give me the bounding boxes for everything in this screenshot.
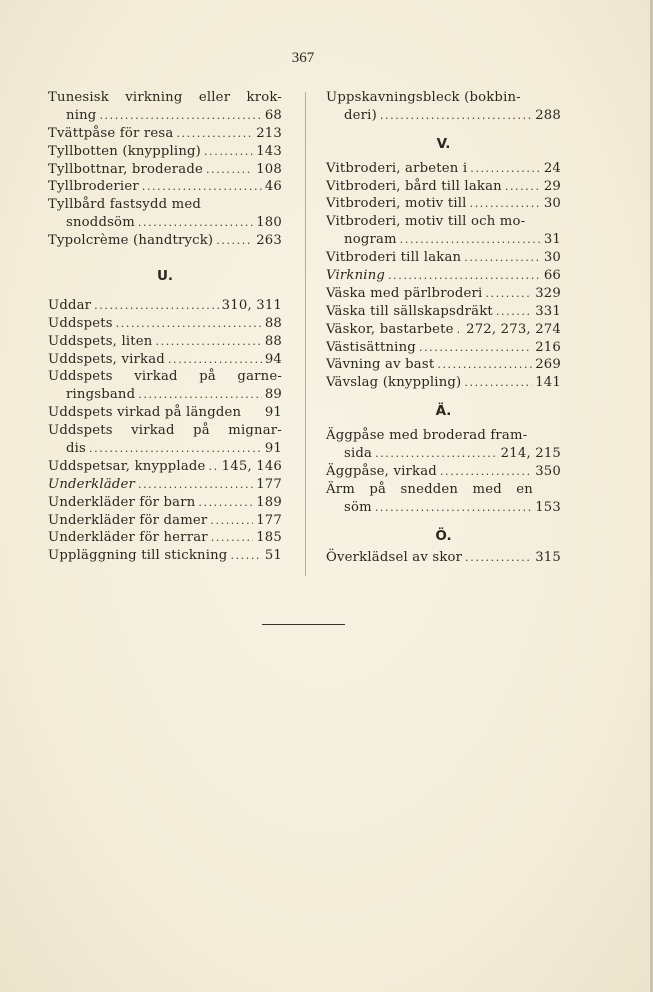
index-entry-line: Uddspets virkad på mignar- bbox=[48, 423, 282, 439]
leader-dots bbox=[138, 476, 253, 494]
entry-term: Västisättning bbox=[326, 339, 416, 355]
entry-term: Vitbroderi till lakan bbox=[326, 250, 462, 266]
entry-page: 272, 273, 274 bbox=[466, 321, 561, 337]
entry-page: 145, 146 bbox=[221, 458, 282, 474]
leader-dots bbox=[142, 178, 262, 196]
index-entry bbox=[48, 386, 282, 404]
entry-page: 94 bbox=[264, 351, 282, 367]
entry-page: 143 bbox=[256, 143, 282, 159]
index-entry bbox=[48, 125, 282, 143]
entry-page: 177 bbox=[256, 512, 282, 528]
leader-dots bbox=[168, 351, 262, 369]
leader-dots bbox=[204, 143, 253, 161]
section-heading-ae: Ä. bbox=[435, 403, 452, 420]
index-entry bbox=[326, 356, 561, 374]
entry-page: 189 bbox=[256, 494, 282, 510]
entry-term: dis bbox=[66, 441, 87, 457]
leader-dots bbox=[230, 547, 261, 565]
entry-term: ringsband bbox=[66, 387, 136, 403]
entry-term: Väska till sällskapsdräkt bbox=[326, 303, 493, 319]
entry-term: snoddsöm bbox=[66, 215, 135, 231]
entry-page: 88 bbox=[264, 333, 282, 349]
entry-term: Äggpåse, virkad bbox=[326, 463, 437, 479]
entry-term: Vitbroderi, arbeten i bbox=[326, 160, 468, 176]
entry-page: 30 bbox=[543, 196, 561, 212]
index-entry bbox=[326, 445, 561, 463]
entry-page: 31 bbox=[543, 232, 561, 248]
entry-page: 315 bbox=[535, 550, 561, 566]
entry-page: 180 bbox=[256, 215, 282, 231]
leader-dots bbox=[176, 125, 253, 143]
leader-dots bbox=[156, 333, 262, 351]
entry-page: 91 bbox=[264, 441, 282, 457]
entry-term: Typolcrème (handtryck) bbox=[48, 233, 214, 249]
index-entry bbox=[326, 321, 561, 339]
entry-term: Vävslag (knyppling) bbox=[326, 375, 462, 391]
section-heading-oe: Ö. bbox=[435, 527, 452, 544]
end-rule bbox=[262, 624, 345, 625]
leader-dots bbox=[206, 161, 253, 179]
index-entry bbox=[48, 494, 282, 512]
index-entry bbox=[48, 107, 282, 125]
leader-dots bbox=[99, 107, 261, 125]
leader-dots bbox=[470, 160, 541, 178]
leader-dots bbox=[440, 463, 532, 481]
index-entry bbox=[48, 178, 282, 196]
entry-page: 30 bbox=[543, 250, 561, 266]
column-divider bbox=[305, 92, 306, 576]
leader-dots bbox=[209, 458, 219, 476]
index-entry bbox=[48, 214, 282, 232]
index-entry bbox=[48, 529, 282, 547]
index-entry bbox=[48, 404, 282, 422]
entry-page: 177 bbox=[256, 476, 282, 492]
entry-term: Uddspetsar, knypplade bbox=[48, 458, 206, 474]
entry-page: 269 bbox=[535, 357, 561, 373]
entry-page: 331 bbox=[535, 303, 561, 319]
index-entry bbox=[326, 195, 561, 213]
entry-term: Vitbroderi, bård till lakan bbox=[326, 178, 502, 194]
page-number: 367 bbox=[291, 50, 315, 66]
entry-term: Väskor, bastarbete bbox=[326, 321, 454, 337]
entry-page: 29 bbox=[543, 178, 561, 194]
entry-page: 153 bbox=[535, 499, 561, 515]
index-entry bbox=[48, 315, 282, 333]
entry-page: 329 bbox=[535, 285, 561, 301]
index-entry bbox=[326, 374, 561, 392]
leader-dots bbox=[388, 267, 541, 285]
entry-page: 350 bbox=[535, 463, 561, 479]
index-entry-line: Uppskavningsbleck (bokbin- bbox=[326, 90, 521, 105]
entry-page: 68 bbox=[264, 107, 282, 123]
index-entry bbox=[48, 547, 282, 565]
entry-page: 216 bbox=[535, 339, 561, 355]
entry-term: Uddspets bbox=[48, 315, 113, 331]
leader-dots bbox=[198, 494, 253, 512]
leader-dots bbox=[419, 339, 532, 357]
index-entry-line: Tyllbård fastsydd med bbox=[48, 197, 201, 213]
index-entry-line: Uddspets virkad på garne- bbox=[48, 369, 282, 385]
index-entry bbox=[326, 160, 561, 178]
leader-dots bbox=[400, 231, 541, 249]
entry-term: Uddspets virkad på längden bbox=[48, 405, 242, 421]
index-entry bbox=[326, 499, 561, 517]
entry-page: 213 bbox=[256, 125, 282, 141]
index-entry bbox=[48, 476, 282, 494]
index-entry bbox=[326, 267, 561, 285]
entry-term: Underkläder för herrar bbox=[48, 530, 208, 546]
index-entry bbox=[48, 333, 282, 351]
index-entry-line: Vitbroderi, motiv till och mo- bbox=[326, 214, 526, 230]
leader-dots bbox=[485, 285, 532, 303]
entry-term: Väska med pärlbroderi bbox=[326, 285, 483, 301]
entry-term: Uddar bbox=[48, 297, 92, 313]
leader-dots bbox=[437, 356, 532, 374]
index-entry bbox=[48, 297, 282, 315]
entry-term: nogram bbox=[344, 232, 397, 248]
entry-term: Överklädsel av skor bbox=[326, 550, 463, 566]
entry-page: 46 bbox=[264, 179, 282, 195]
index-entry bbox=[326, 463, 561, 481]
entry-term: Tvättpåse för resa bbox=[48, 125, 174, 141]
leader-dots bbox=[375, 499, 532, 517]
leader-dots bbox=[138, 214, 253, 232]
leader-dots bbox=[211, 529, 253, 547]
section-heading-u: U. bbox=[156, 268, 174, 285]
entry-term: Underkläder för damer bbox=[48, 512, 208, 528]
index-entry bbox=[326, 549, 561, 567]
entry-page: 51 bbox=[264, 548, 282, 564]
entry-page: 214, 215 bbox=[500, 446, 561, 462]
leader-dots bbox=[496, 303, 532, 321]
entry-page: 185 bbox=[256, 530, 282, 546]
leader-dots bbox=[457, 321, 464, 339]
entry-page: 263 bbox=[256, 233, 282, 249]
entry-page: 108 bbox=[256, 161, 282, 177]
entry-term: söm bbox=[344, 499, 372, 515]
entry-term: Virkning bbox=[326, 268, 386, 284]
leader-dots bbox=[380, 107, 532, 125]
entry-page: 24 bbox=[543, 160, 561, 176]
entry-term: sida bbox=[344, 446, 373, 462]
entry-page: 288 bbox=[535, 107, 561, 123]
leader-dots bbox=[375, 445, 498, 463]
index-entry-line: Äggpåse med broderad fram- bbox=[326, 428, 528, 444]
leader-dots bbox=[210, 512, 253, 530]
index-entry-line: Tunesisk virkning eller krok- bbox=[48, 90, 282, 105]
leader-dots bbox=[464, 374, 532, 392]
leader-dots bbox=[89, 440, 262, 458]
entry-page: 89 bbox=[264, 387, 282, 403]
index-entry bbox=[326, 303, 561, 321]
leader-dots bbox=[94, 297, 219, 315]
entry-page: 66 bbox=[543, 268, 561, 284]
entry-term: Vitbroderi, motiv till bbox=[326, 196, 467, 212]
index-entry bbox=[48, 161, 282, 179]
index-entry bbox=[48, 512, 282, 530]
entry-page: 310, 311 bbox=[221, 297, 282, 313]
entry-page: 91 bbox=[264, 405, 282, 421]
entry-term: Underkläder bbox=[48, 476, 135, 492]
entry-term: Uppläggning till stickning bbox=[48, 548, 228, 564]
index-column-right bbox=[326, 89, 561, 567]
entry-term: Tyllbroderier bbox=[48, 179, 139, 195]
index-entry bbox=[48, 440, 282, 458]
index-entry bbox=[326, 249, 561, 267]
index-column-left bbox=[48, 89, 282, 565]
leader-dots bbox=[116, 315, 262, 333]
entry-page: 141 bbox=[535, 375, 561, 391]
entry-term: Tyllbottnar, broderade bbox=[48, 161, 203, 177]
entry-term: Vävning av bast bbox=[326, 357, 435, 373]
index-entry bbox=[326, 231, 561, 249]
index-entry bbox=[48, 458, 282, 476]
index-entry-line: Ärm på snedden med en bbox=[326, 481, 533, 497]
section-heading-v: V. bbox=[436, 135, 451, 152]
leader-dots bbox=[138, 386, 262, 404]
index-entry bbox=[326, 178, 561, 196]
leader-dots bbox=[464, 249, 541, 267]
leader-dots bbox=[505, 178, 541, 196]
index-entry bbox=[48, 232, 282, 250]
leader-dots bbox=[470, 195, 541, 213]
entry-term: Tyllbotten (knyppling) bbox=[48, 143, 202, 159]
index-entry bbox=[326, 339, 561, 357]
index-entry bbox=[48, 351, 282, 369]
index-entry bbox=[326, 285, 561, 303]
index-entry bbox=[326, 107, 561, 125]
entry-term: ning bbox=[66, 107, 97, 123]
entry-term: Underkläder för barn bbox=[48, 494, 196, 510]
leader-dots bbox=[465, 549, 532, 567]
entry-term: deri) bbox=[344, 107, 377, 123]
entry-term: Uddspets, virkad bbox=[48, 351, 165, 367]
index-entry bbox=[48, 143, 282, 161]
leader-dots bbox=[216, 232, 253, 250]
entry-page: 88 bbox=[264, 315, 282, 331]
entry-term: Uddspets, liten bbox=[48, 333, 153, 349]
